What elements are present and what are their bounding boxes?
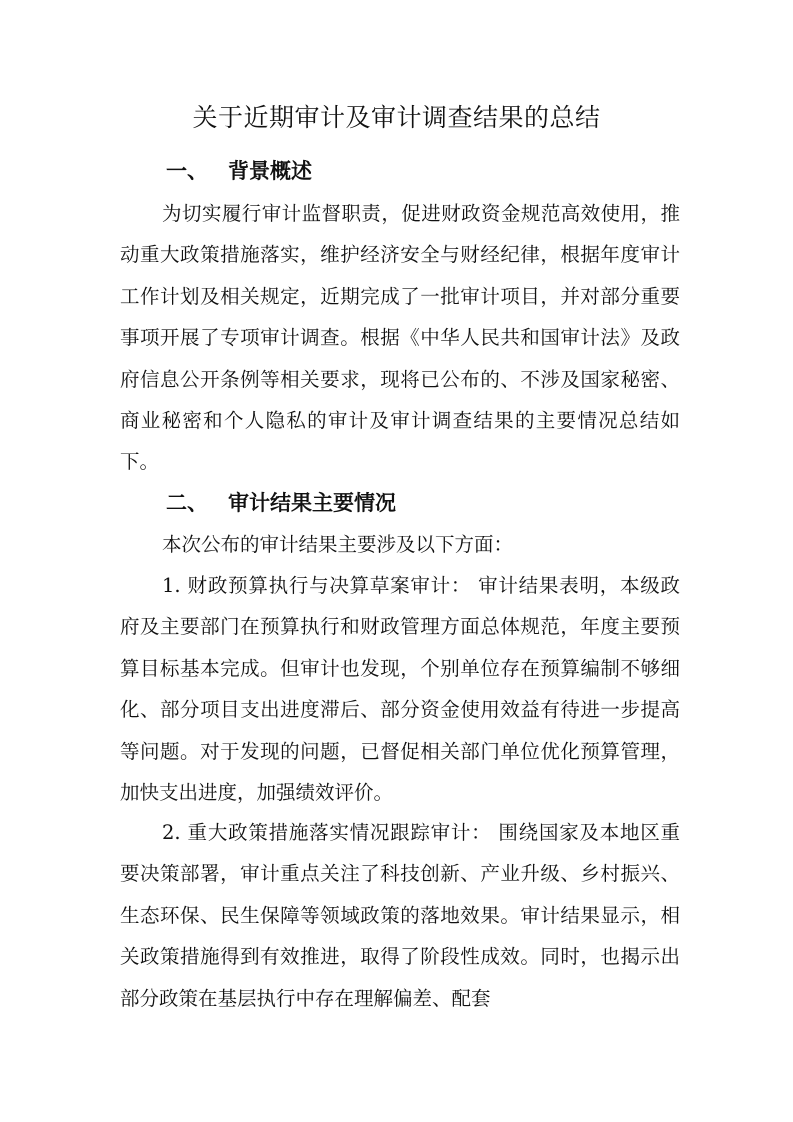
document-title: 关于近期审计及审计调查结果的总结 [192, 103, 601, 132]
section-number: 二、 [166, 491, 208, 515]
result-item-text: 审计结果表明，本级政府及主要部门在预算执行和财政管理方面总体规范，年度主要预算目标基本完成。但审计也发现，个别单位存在预算编制不够细化、部分项目支出进度滞后、部分资金使用效益有待进一步提高等问题。对于发现的问题，已督促相关部门单位优化预算管理，加快支出进度，加强绩效评价。 [120, 574, 680, 805]
section-title: 审计结果主要情况 [228, 491, 396, 515]
background-paragraph: 为切实履行审计监督职责，促进财政资金规范高效使用，推动重大政策措施落实，维护经济安全与财经纪律，根据年度审计工作计划及相关规定，近期完成了一批审计项目，并对部分重要事项开展了专项审计调查。根据《中华人民共和国审计法》及政府信息公开条例等相关要求，现将已公布的、不涉及国家秘密、商业秘密和个人隐私的审计及审计调查结果的主要情况总结如下。 [120, 202, 680, 474]
result-item-budget [120, 565, 680, 813]
result-item-lead: 1. 财政预算执行与决算草案审计： [162, 574, 472, 597]
results-intro-paragraph: 本次公布的审计结果主要涉及以下方面： [162, 533, 514, 556]
section-number: 一、 [166, 159, 208, 183]
result-item-lead: 2. 重大政策措施落实情况跟踪审计： [162, 821, 492, 844]
section-heading-background [166, 156, 312, 186]
section-title: 背景概述 [228, 159, 312, 183]
result-item-text: 围绕国家及本地区重要决策部署，审计重点关注了科技创新、产业升级、乡村振兴、生态环保、民生保障等领域政策的落地效果。审计结果显示，相关政策措施得到有效推进，取得了阶段性成效。同时，也揭示出部分政策在基层执行中存在理解偏差、配套 [120, 821, 680, 1010]
section-heading-results [166, 488, 396, 518]
result-item-policy [120, 812, 680, 1019]
